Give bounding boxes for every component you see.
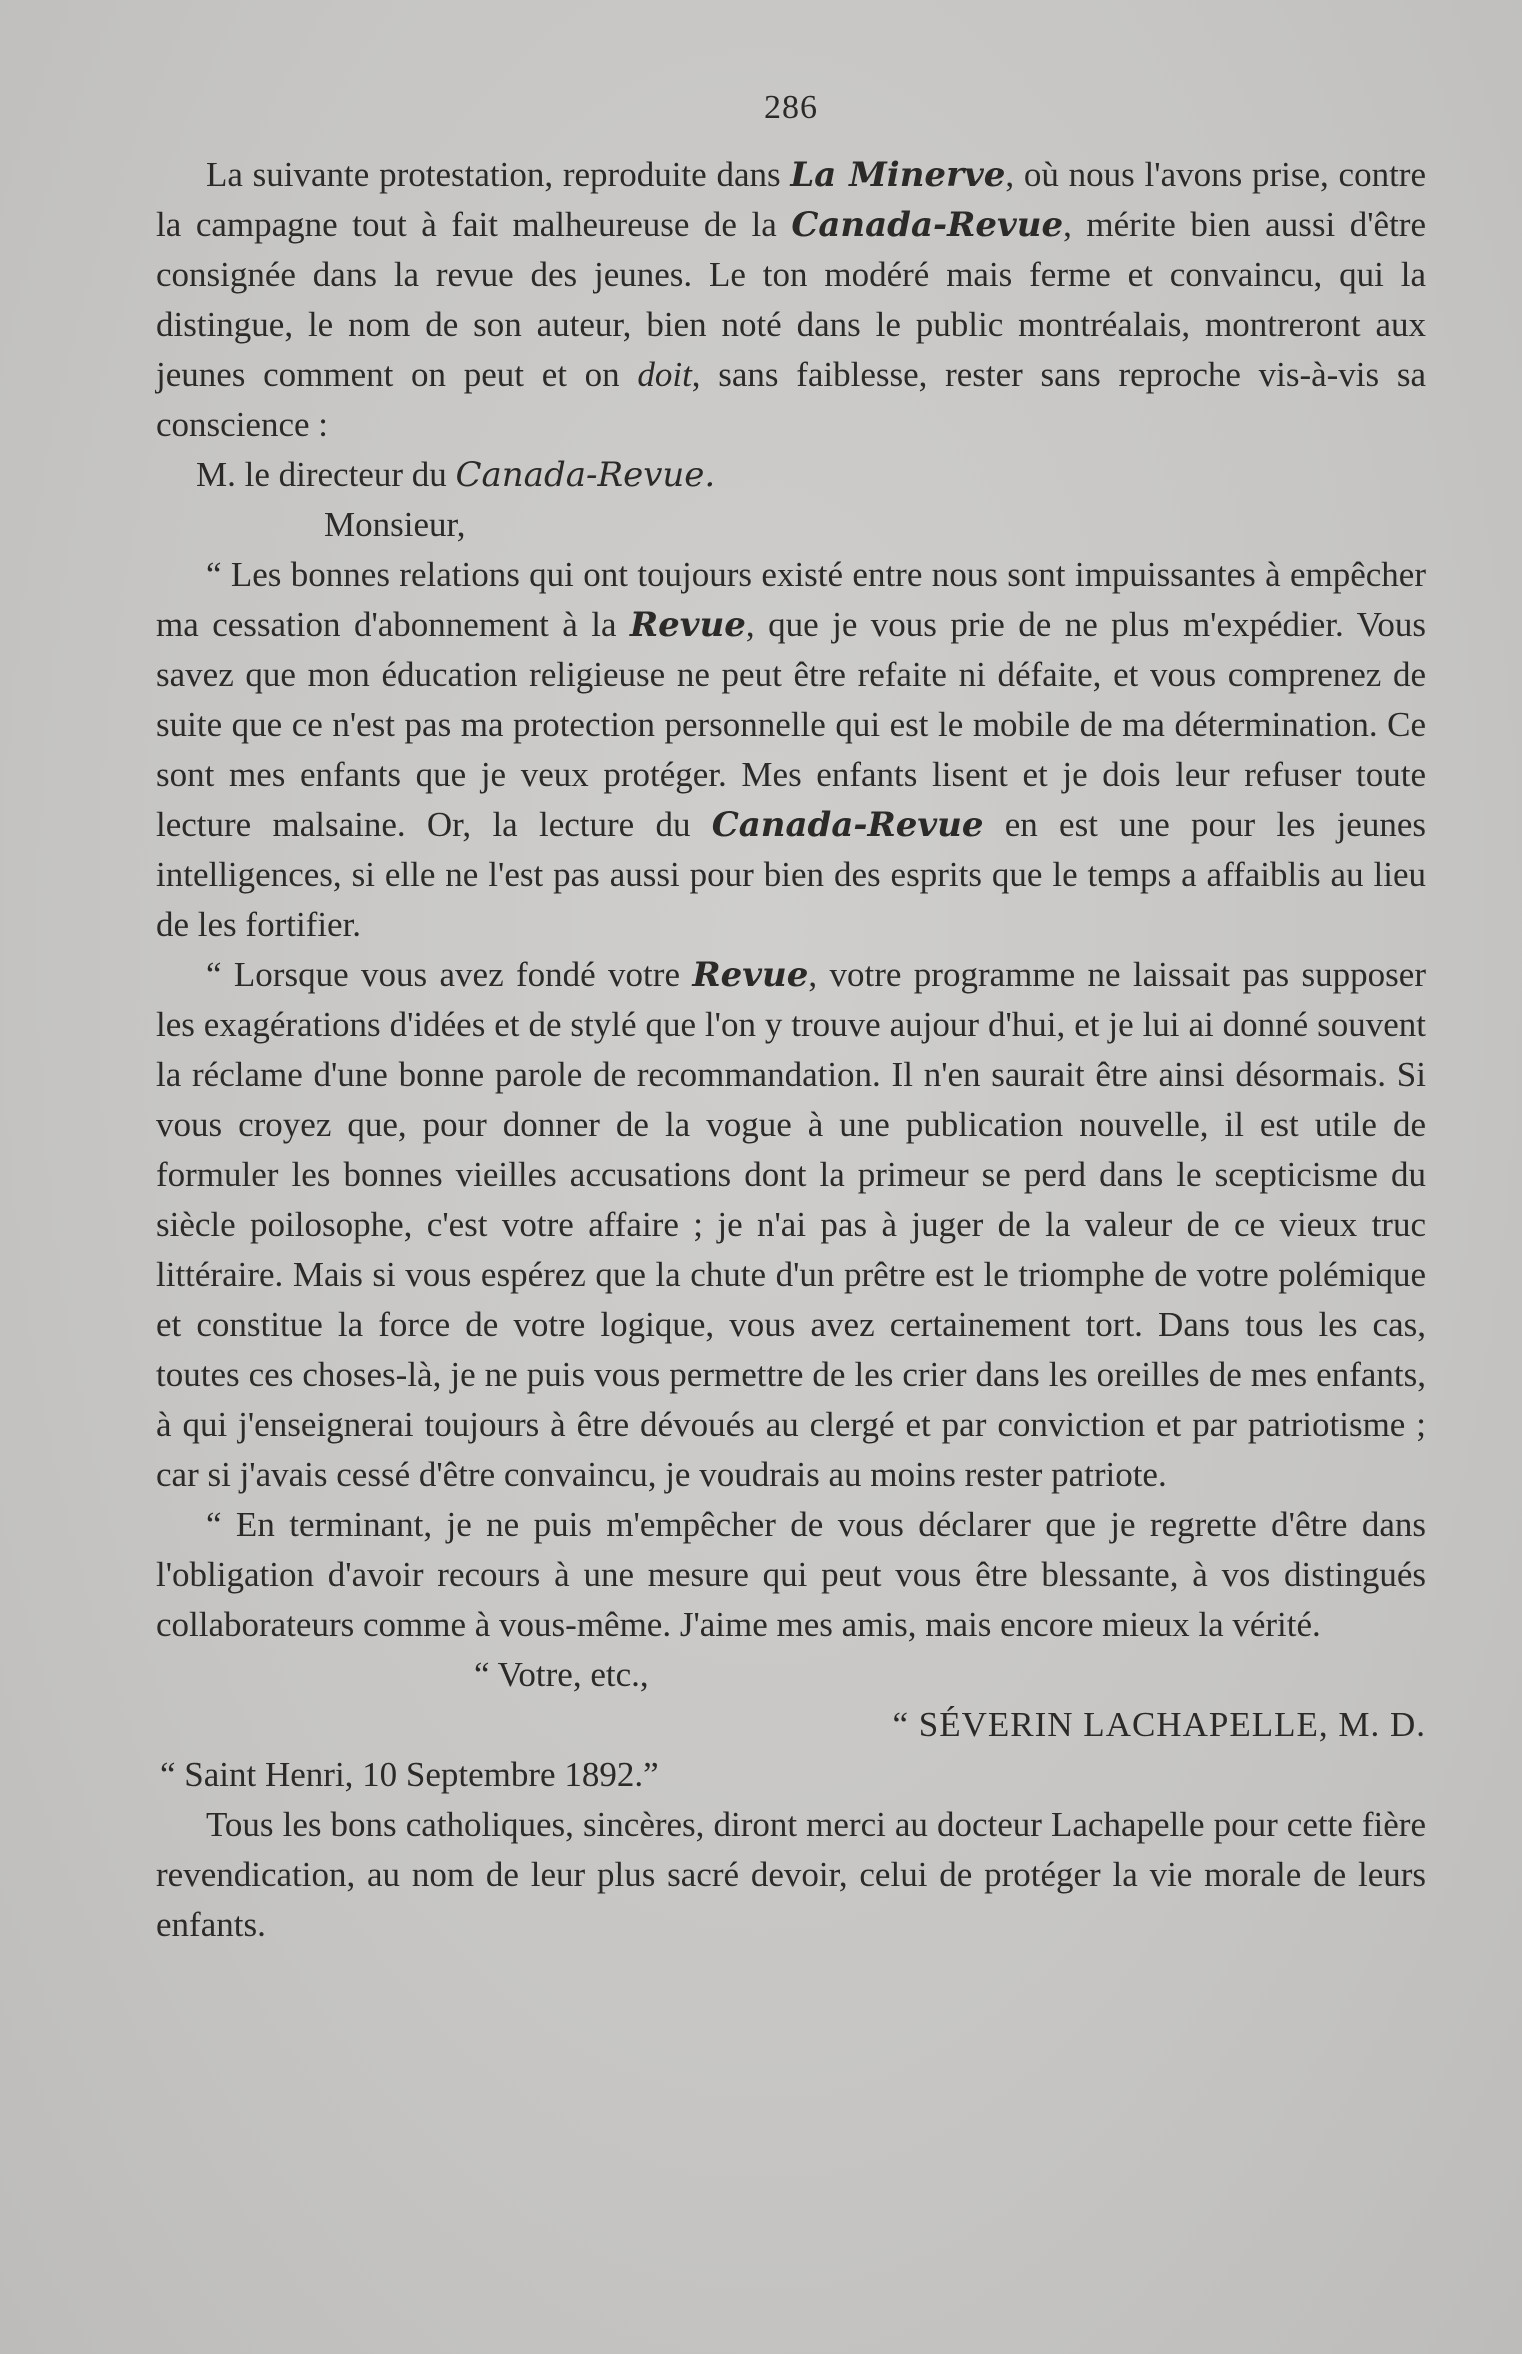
letter-dateline: “ Saint Henri, 10 Septembre 1892.”: [160, 1755, 659, 1794]
letter-p1-text-1: “ Les bonnes relations qui ont toujours existé entre nous sont impuissantes à empêcher ma cessation d'abonnement à la: [156, 555, 1426, 644]
letter-salutation: Monsieur,: [324, 505, 466, 544]
letter-p2-text-2: , votre programme ne laissait pas supposer les exagérations d'idées et de stylé que l'on y trouve aujour d'hui, et je lui ai donné souvent la réclame d'une bonne parole de recommandation. Il n'en saurait être ainsi désormais. Si vous croyez que, pour donner de la vogue à une publication nouvelle, il est utile de formuler les bonnes vieilles accusations dont la primeur se perd dans le scepticisme du siècle poilosophe, c'est votre affaire ; je n'ai pas à juger de la valeur de ce vieux truc littéraire. Mais si vous espérez que la chute d'un prêtre est le triomphe de votre polémique et constitue la force de votre logique, vous avez certainement tort. Dans tous les cas, toutes ces choses-là, je ne puis vous permettre de les crier dans les oreilles de mes enfants, à qui j'enseignerai toujours à être dévoués au clergé et par conviction et par patriotisme ; car si j'avais cessé d'être convaincu, je voudrais au moins rester patriote.: [156, 955, 1426, 1494]
letter-addressee: [156, 450, 1426, 500]
letter-p1-text-3: en est une pour les jeunes intelligences, si elle ne l'est pas aussi pour bien des esprits que le temps a affaiblis au lieu de les fortifier.: [156, 805, 1426, 944]
intro-text-4: , sans faiblesse, rester sans reproche vis-à-vis sa conscience :: [156, 355, 1426, 444]
journal-title-revue: Revue: [629, 605, 746, 645]
addressee-prefix: M. le directeur du: [196, 455, 456, 494]
letter-signature: “ SÉVERIN LACHAPELLE, M. D.: [892, 1705, 1426, 1744]
intro-text-3: , mérite bien aussi d'être consignée dans la revue des jeunes. Le ton modéré mais ferme et convaincu, qui la distingue, le nom de son auteur, bien noté dans le public montréalais, montreront aux jeunes comment on peut et on: [156, 205, 1426, 394]
journal-title-canada-revue: Canada-Revue: [791, 205, 1064, 245]
letter-p1-text-2: , que je vous prie de ne plus m'expédier. Vous savez que mon éducation religieuse ne peut être refaite ni défaite, et vous comprenez de suite que ce n'est pas ma protection personnelle qui est le mobile de ma détermination. Ce sont mes enfants que je veux protéger. Mes enfants lisent et je dois leur refuser toute lecture malsaine. Or, la lecture du: [156, 605, 1426, 844]
letter-paragraph-2: [156, 950, 1426, 1500]
letter-p2-text-1: “ Lorsque vous avez fondé votre: [206, 955, 693, 994]
letter-closing: “ Votre, etc.,: [474, 1655, 649, 1694]
emphasis-doit: doit: [637, 355, 692, 394]
intro-text-1: La suivante protestation, reproduite dans: [206, 155, 791, 194]
journal-title-canada-revue-2: Canada-Revue: [711, 805, 984, 845]
outro-paragraph: Tous les bons catholiques, sincères, diront merci au docteur Lachapelle pour cette fière revendication, au nom de leur plus sacré devoir, celui de protéger la vie morale de leurs enfants.: [156, 1805, 1426, 1944]
letter-paragraph-1: [156, 550, 1426, 950]
intro-paragraph: [156, 150, 1426, 450]
journal-title-revue-2: Revue: [692, 955, 809, 995]
letter-paragraph-3: “ En terminant, je ne puis m'empêcher de vous déclarer que je regrette d'être dans l'obligation d'avoir recours à une mesure qui peut vous être blessante, à vos distingués collaborateurs comme à vous-même. J'aime mes amis, mais encore mieux la vérité.: [156, 1505, 1426, 1644]
page-number: 286: [764, 89, 818, 126]
intro-text-2: , où nous l'avons prise, contre la campagne tout à fait malheureuse de la: [156, 155, 1426, 244]
journal-title-minerve: La Minerve: [790, 155, 1006, 195]
addressee-journal: Canada-Revue.: [455, 455, 716, 495]
document-page: [156, 88, 1426, 1950]
